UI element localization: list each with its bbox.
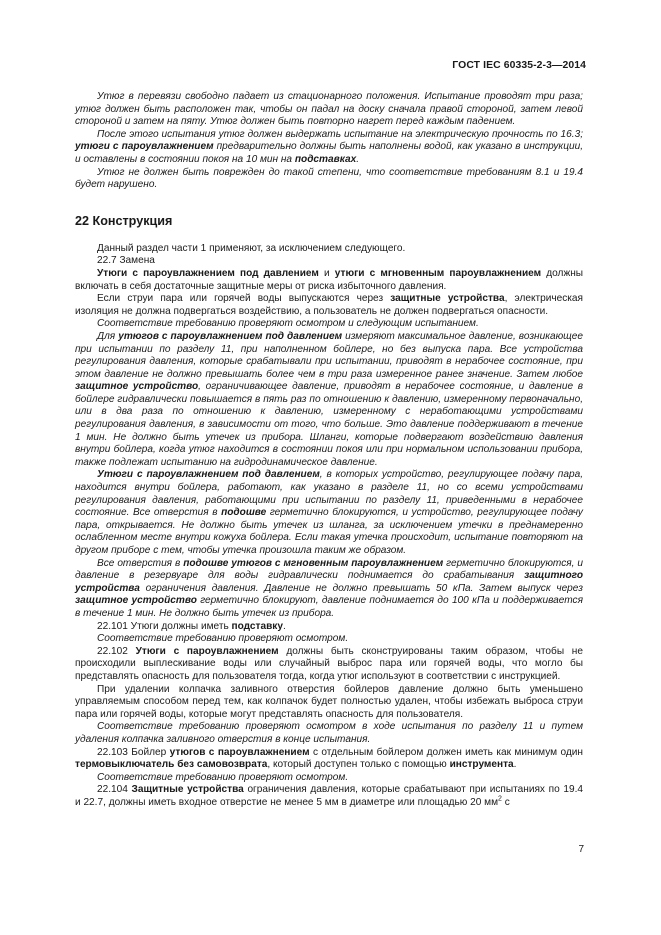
text-run: Соответствие требованию проверяют осмотром и следующим испытанием. — [97, 318, 479, 330]
bold-term: защитного устройства — [75, 570, 583, 594]
text-run: 22.7 Замена — [97, 255, 155, 267]
bold-term: Утюги с пароувлажнением под давлением — [97, 267, 319, 279]
bold-term: утюгов с пароувлажнением под давлением — [118, 330, 343, 342]
bold-term: инструмента — [449, 759, 514, 771]
text-run: Соответствие требованию проверяют осмотром в ходе испытания по разделу 11 и путем удаления колпачка заливного отверстия в конце испытания. — [75, 721, 583, 745]
text-run: 22.104 — [97, 784, 132, 796]
text-run: Утюг в перевязи свободно падает из стационарного положения. Испытание проводят три раза; утюг должен быть расположен так, чтобы он падал на доску сначала правой стороной, затем левой стороной и затем на пяту. Утюг должен быть повторно нагрет перед каждым падением. — [75, 91, 583, 128]
text-run: Все отверстия в — [97, 557, 184, 569]
page-number: 7 — [578, 844, 584, 855]
text-run: . — [513, 759, 517, 771]
text-run: 22.103 Бойлер — [97, 746, 170, 758]
text-run: предварительно должны быть наполнены водой, как указано в инструкции, и оставлены в состоянии покоя на 10 мин на — [75, 141, 584, 165]
paragraph — [75, 621, 583, 634]
text-run: должны быть сконструированы таким образом, чтобы не происходили выплескивание воды или случайный выброс пара или горячей воды, что могло бы представлять опасность для пользователя тогда, когда утюг используют в соответствии с инструкцией. — [75, 645, 583, 682]
bold-term: подставках — [294, 153, 357, 165]
text-run: Соответствие требованию проверяют осмотром. — [97, 633, 349, 645]
paragraph — [75, 255, 583, 268]
bold-term: защитное устройство — [75, 381, 199, 393]
text-run: , электрическая изоляция не должна подвергаться воздействию, а пользователь не должен подвергаться опасности. — [75, 293, 584, 317]
bold-term: защитные устройства — [390, 293, 505, 305]
text-run: измеряют максимальное давление, возникающее при испытании по разделу 11, при наполненном бойлере, но без выпуска пара. Все устройства регулирования давления, которые срабатывали при испытании, приводят в нерабочее состояние, при этом давление не должно превышать более чем в три раза измеренное ранее значение. Затем любое — [75, 330, 583, 380]
bold-term: подошве — [221, 507, 267, 519]
text-run: ограничения давления, которые срабатывают при испытаниях по 19.4 и 22.7, должны иметь входное отверстие не менее 5 мм в диаметре или площадью 20 мм — [75, 784, 583, 808]
paragraph — [75, 633, 583, 646]
paragraph — [75, 331, 583, 470]
text-run: герметично блокируются, и давление в резервуаре для воды гидравлически поднимается до срабатывания — [75, 557, 583, 582]
bold-term: термовыключатель без самовозврата — [75, 759, 268, 771]
paragraph — [75, 91, 583, 129]
bold-term: Утюги с пароувлажнением — [135, 645, 279, 657]
text-run: , ограничивающее давление, приводят в нерабочее состояние, и давление в бойлере гидравлически повышается в пять раз по отношению к давлению, измеренному первоначально, или в два раза по отношению к давлению, измеренному с неработающими устройствами регулирования давления, в зависимости от того, что больше. Это давление поддерживают в течение 1 мин. Не должно быть утечек из прибора. Шланги, которые подвергают воздействию давления внутри бойлера, когда утюг находится в состоянии покоя или при нормальном использовании прибора, также подлежат испытанию на гидродинамическое давление. — [75, 381, 583, 468]
paragraph — [75, 243, 583, 256]
text-run: Утюг не должен быть поврежден до такой степени, что соответствие требованиям 8.1 и 19.4 будет нарушено. — [75, 166, 583, 191]
bold-term: подошве утюгов с мгновенным пароувлажнением — [183, 557, 444, 569]
bold-term: защитное устройство — [75, 595, 197, 607]
paragraph — [75, 684, 583, 722]
bold-term: утюги с пароувлажнением — [75, 141, 214, 153]
text-run: При удалении колпачка заливного отверстия бойлеров давление должно быть уменьшено управляемым способом перед тем, как колпачок будет полностью удален, чтобы избежать выброса струи пара или горячей воды, которые могут представлять опасность для пользователя. — [75, 683, 583, 720]
section-title: 22 Конструкция — [75, 213, 173, 228]
text-run: и — [318, 267, 335, 279]
bold-term: подставку — [231, 620, 283, 632]
text-run: Соответствие требованию проверяют осмотром. — [97, 771, 349, 783]
paragraph — [75, 646, 583, 684]
paragraph — [75, 293, 583, 318]
text-run: должны включать в себя достаточные защитные меры от риска избыточного давления. — [75, 267, 584, 292]
bold-term: Защитные устройства — [131, 784, 244, 796]
paragraph — [75, 469, 583, 557]
superscript: 2 — [498, 795, 502, 803]
text-run: После этого испытания утюг должен выдержать испытание на электрическую прочность по 16.3; — [97, 128, 583, 140]
text-run: с отдельным бойлером должен иметь как минимум один — [309, 746, 583, 758]
text-run: 22.102 — [97, 645, 136, 657]
paragraph — [75, 167, 583, 192]
text-run: . — [356, 153, 360, 165]
text-run: , который доступен только с помощью — [267, 759, 450, 771]
document-body — [75, 91, 583, 809]
text-run: герметично блокируют, давление поднимается до 100 кПа и поддерживается в течение 1 мин. Не должно быть утечек из прибора. — [75, 595, 583, 619]
paragraph — [75, 318, 583, 331]
text-run: ограничения давления. Давление не должно превышать 50 кПа. Затем выпуск через — [139, 582, 583, 594]
paragraph — [75, 747, 583, 772]
text-run: Если струи пара или горячей воды выпускаются через — [97, 293, 391, 305]
paragraph — [75, 721, 583, 746]
text-run: герметично блокируются, и устройство, регулирующее подачу пара, открывается. Не должно быть утечек из шланга, за исключением утечки в преднамеренно ослабленном месте внутри кожуха бойлера. Если такая утечка происходит, испытание повторяют на другом приборе с тем, чтобы утечка произошла таким же образом. — [75, 507, 583, 556]
paragraph — [75, 268, 583, 293]
paragraph — [75, 129, 583, 167]
text-run: Данный раздел части 1 применяют, за исключением следующего. — [97, 242, 406, 254]
bold-term: утюги с мгновенным пароувлажнением — [334, 267, 542, 279]
text-run: , в которых устройство, регулирующее подачу пара, находится внутри бойлера, работают, как указано в разделе 11, но со всеми устройствами регулирования давления, работающими при испытании по разделу 11, приведенными в нерабочее состояние. Все отверстия в — [75, 469, 583, 519]
paragraph — [75, 784, 583, 809]
paragraph — [75, 558, 583, 621]
text-run: с — [501, 796, 510, 808]
text-run: Для — [97, 330, 119, 342]
paragraph — [75, 772, 583, 785]
bold-term: утюгов с пароувлажнением — [169, 746, 310, 758]
document-header: ГОСТ IEC 60335-2-3—2014 — [452, 60, 586, 71]
text-run: 22.101 Утюги должны иметь — [97, 620, 232, 632]
bold-term: Утюги с пароувлажнением под давлением — [97, 469, 320, 481]
text-run: . — [282, 620, 286, 632]
